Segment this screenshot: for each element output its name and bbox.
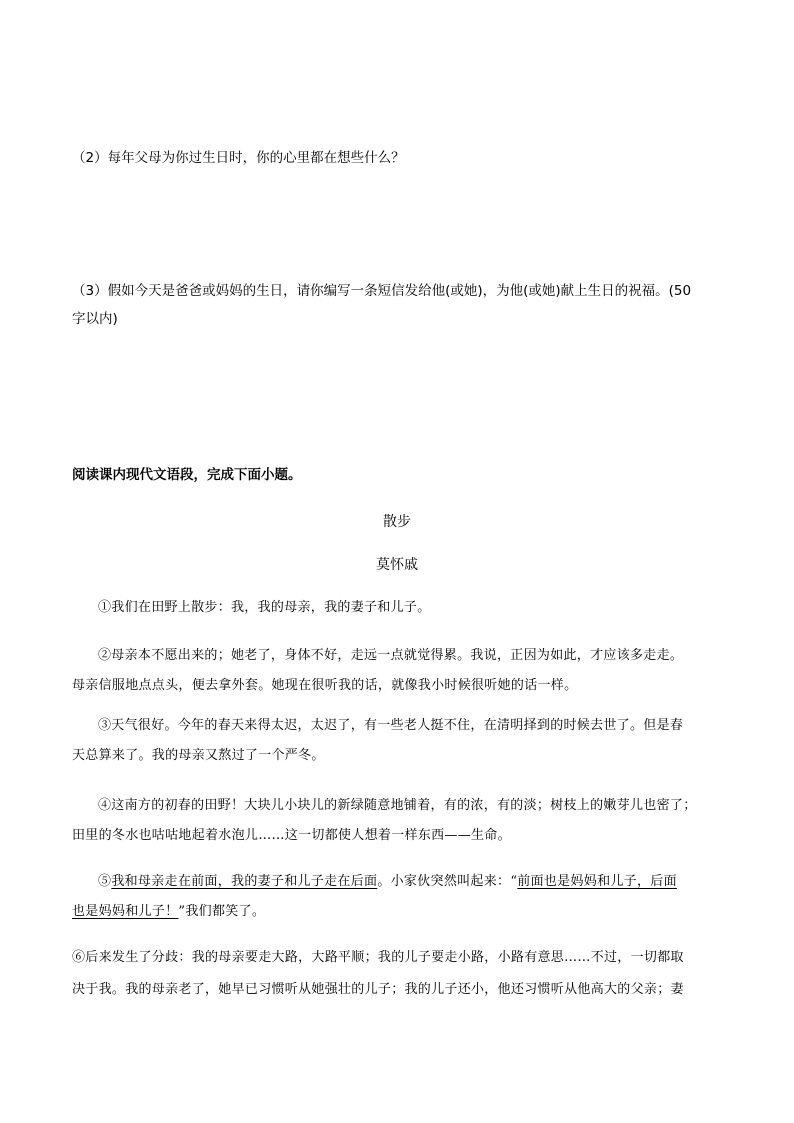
underlined-sentence-1: 我和母亲走在前面，我的妻子和儿子走在后面 bbox=[111, 874, 378, 889]
underlined-quote-part-1: 前面也是妈妈和儿子，后面 bbox=[517, 874, 677, 889]
paragraph-5-end: ”我们都笑了。 bbox=[178, 904, 266, 919]
paragraph-6-line-2: 决于我。我的母亲老了，她早已习惯听从她强壮的儿子；我的儿子还小，他还习惯听从他高大的父亲；妻 bbox=[72, 982, 684, 997]
question-3-line-2: 字以内) bbox=[72, 311, 118, 327]
paragraph-1: ①我们在田野上散步：我，我的母亲，我的妻子和儿子。 bbox=[98, 600, 431, 615]
article-author: 莫怀戚 bbox=[376, 557, 418, 573]
paragraph-3-line-2: 天总算来了。我的母亲又熬过了一个严冬。 bbox=[72, 748, 325, 763]
paragraph-2-line-2: 母亲信服地点点头，便去拿外套。她现在很听我的话，就像我小时候很听她的话一样。 bbox=[72, 678, 578, 693]
reading-instruction: 阅读课内现代文语段，完成下面小题。 bbox=[72, 467, 302, 483]
paragraph-3-line-1: ③天气很好。今年的春天来得太迟，太迟了，有一些老人挺不住，在清明择到的时候去世了。但是春 bbox=[98, 718, 684, 733]
paragraph-4-line-1: ④这南方的初春的田野！大块儿小块儿的新绿随意地铺着，有的浓，有的淡；树枝上的嫩芽儿也密了； bbox=[98, 798, 697, 813]
question-3-line-1: （3）假如今天是爸爸或妈妈的生日，请你编写一条短信发给他(或她)，为他(或她)献上生日的祝福。(50 bbox=[72, 283, 692, 299]
article-title: 散步 bbox=[383, 514, 411, 530]
paragraph-5-number: ⑤ bbox=[98, 874, 112, 889]
paragraph-5-line-2 bbox=[72, 902, 722, 922]
underlined-quote-part-2: 也是妈妈和儿子！ bbox=[72, 904, 179, 919]
paragraph-5-text: 。小家伙突然叫起来：“ bbox=[377, 874, 518, 889]
question-2: （2）每年父母为你过生日时，你的心里都在想些什么？ bbox=[72, 150, 405, 166]
paragraph-4-line-2: 田里的冬水也咕咕地起着水泡儿……这一切都使人想着一样东西——生命。 bbox=[72, 828, 511, 843]
paragraph-6-line-1: ⑥后来发生了分歧：我的母亲要走大路，大路平顺；我的儿子要走小路，小路有意思……不过，一切都取 bbox=[72, 950, 684, 965]
paragraph-2-line-1: ②母亲本不愿出来的；她老了，身体不好，走远一点就觉得累。我说，正因为如此，才应该多走走。 bbox=[98, 648, 684, 663]
paragraph-5-line-1 bbox=[98, 872, 722, 892]
